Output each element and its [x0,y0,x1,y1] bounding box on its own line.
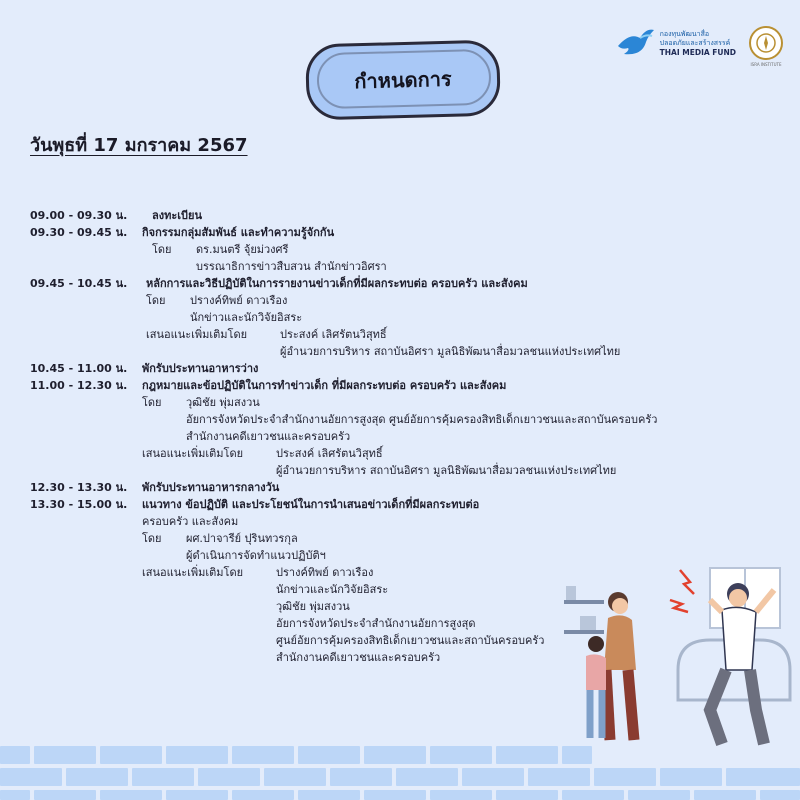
speaker-name: ปรางค์ทิพย์ ดาวเรือง [190,294,288,307]
speaker-role: ผู้ดำเนินการจัดทำแนวปฏิบัติฯ [186,549,326,562]
page-title: กำหนดการ [354,66,452,94]
family-illustration [560,560,800,760]
speaker-role: สำนักงานคดีเยาวชนและครอบครัว [186,430,351,443]
time-item-6: 12.30 - 13.30 น. [30,481,128,494]
speaker-role: บรรณาธิการข่าวสืบสวน สำนักข่าวอิศรา [196,260,387,273]
speaker-name: ดร.มนตรี จุ้ยม่วงศรี [196,243,289,256]
time-item-2: 09.30 - 09.45 น. [30,226,128,239]
seal-caption: ISRA INSTITUTE [750,62,782,67]
title-item-3: หลักการและวิธีปฏิบัติในการรายงานข่าวเด็กที่มีผลกระทบต่อ ครอบครัว และสังคม [146,277,528,290]
extra-label: เสนอแนะเพิ่มเติมโดย [142,447,244,460]
by-label: โดย [142,396,162,409]
extra-role: สำนักงานคดีเยาวชนและครอบครัว [276,651,441,664]
by-label: โดย [142,532,162,545]
extra-name: ปรางค์ทิพย์ ดาวเรือง [276,566,374,579]
title-item-6: พักรับประทานอาหารกลางวัน [142,481,280,494]
time-item-5: 11.00 - 12.30 น. [30,379,128,392]
extra-role: อัยการจังหวัดประจำสำนักงานอัยการสูงสุด [276,617,476,630]
extra-role: ผู้อำนวยการบริหาร สถาบันอิศรา มูลนิธิพัฒนาสื่อมวลชนแห่งประเทศไทย [276,464,617,477]
fund-logo-thai: กองทุนพัฒนาสื่อ [659,29,710,38]
by-label: โดย [152,243,172,256]
extra-name: วุฒิชัย พุ่มสงวน [276,600,350,613]
time-item-3: 09.45 - 10.45 น. [30,277,128,290]
title-item-7: แนวทาง ข้อปฏิบัติ และประโยชน์ในการนำเสนอข่าวเด็กที่มีผลกระทบต่อ [142,498,480,511]
speaker-name: วุฒิชัย พุ่มสงวน [186,396,260,409]
speaker-name: ผศ.ปาจารีย์ ปุรินทวรกุล [186,532,298,545]
time-item-4: 10.45 - 11.00 น. [30,362,128,375]
fund-logo-english: THAI MEDIA FUND [659,47,736,57]
title-item-2: กิจกรรมกลุ่มสัมพันธ์ และทำความรู้จักกัน [142,226,335,239]
by-label: โดย [146,294,166,307]
extra-name: ประสงค์ เลิศรัตนวิสุทธิ์ [280,328,387,341]
extra-role: ศูนย์อัยการคุ้มครองสิทธิเด็กเยาวชนและสถาบันครอบครัว [276,634,545,647]
title-item-5: กฎหมายและข้อปฏิบัติในการทำข่าวเด็ก ที่มีผลกระทบต่อ ครอบครัว และสังคม [142,379,507,392]
brick-wall [0,746,800,800]
extra-label: เสนอแนะเพิ่มเติมโดย [142,566,244,579]
extra-role: นักข่าวและนักวิจัยอิสระ [276,583,389,596]
fund-logo-thai-2: ปลอดภัยและสร้างสรรค์ [659,38,731,47]
time-item-1: 09.00 - 09.30 น. [30,209,128,222]
extra-role: ผู้อำนวยการบริหาร สถาบันอิศรา มูลนิธิพัฒนาสื่อมวลชนแห่งประเทศไทย [280,345,621,358]
speaker-role: อัยการจังหวัดประจำสำนักงานอัยการสูงสุด ศูนย์อัยการคุ้มครองสิทธิเด็กเยาวชนและสถาบันครอบครัว [186,413,658,426]
title-item-7-cont: ครอบครัว และสังคม [142,515,239,528]
time-item-7: 13.30 - 15.00 น. [30,498,128,511]
extra-name: ประสงค์ เลิศรัตนวิสุทธิ์ [276,447,383,460]
date-heading: วันพุธที่ 17 มกราคม 2567 [30,135,248,156]
extra-label: เสนอแนะเพิ่มเติมโดย [146,328,248,341]
title-item-1: ลงทะเบียน [152,209,202,222]
speaker-role: นักข่าวและนักวิจัยอิสระ [190,311,303,324]
title-item-4: พักรับประทานอาหารว่าง [142,362,259,375]
